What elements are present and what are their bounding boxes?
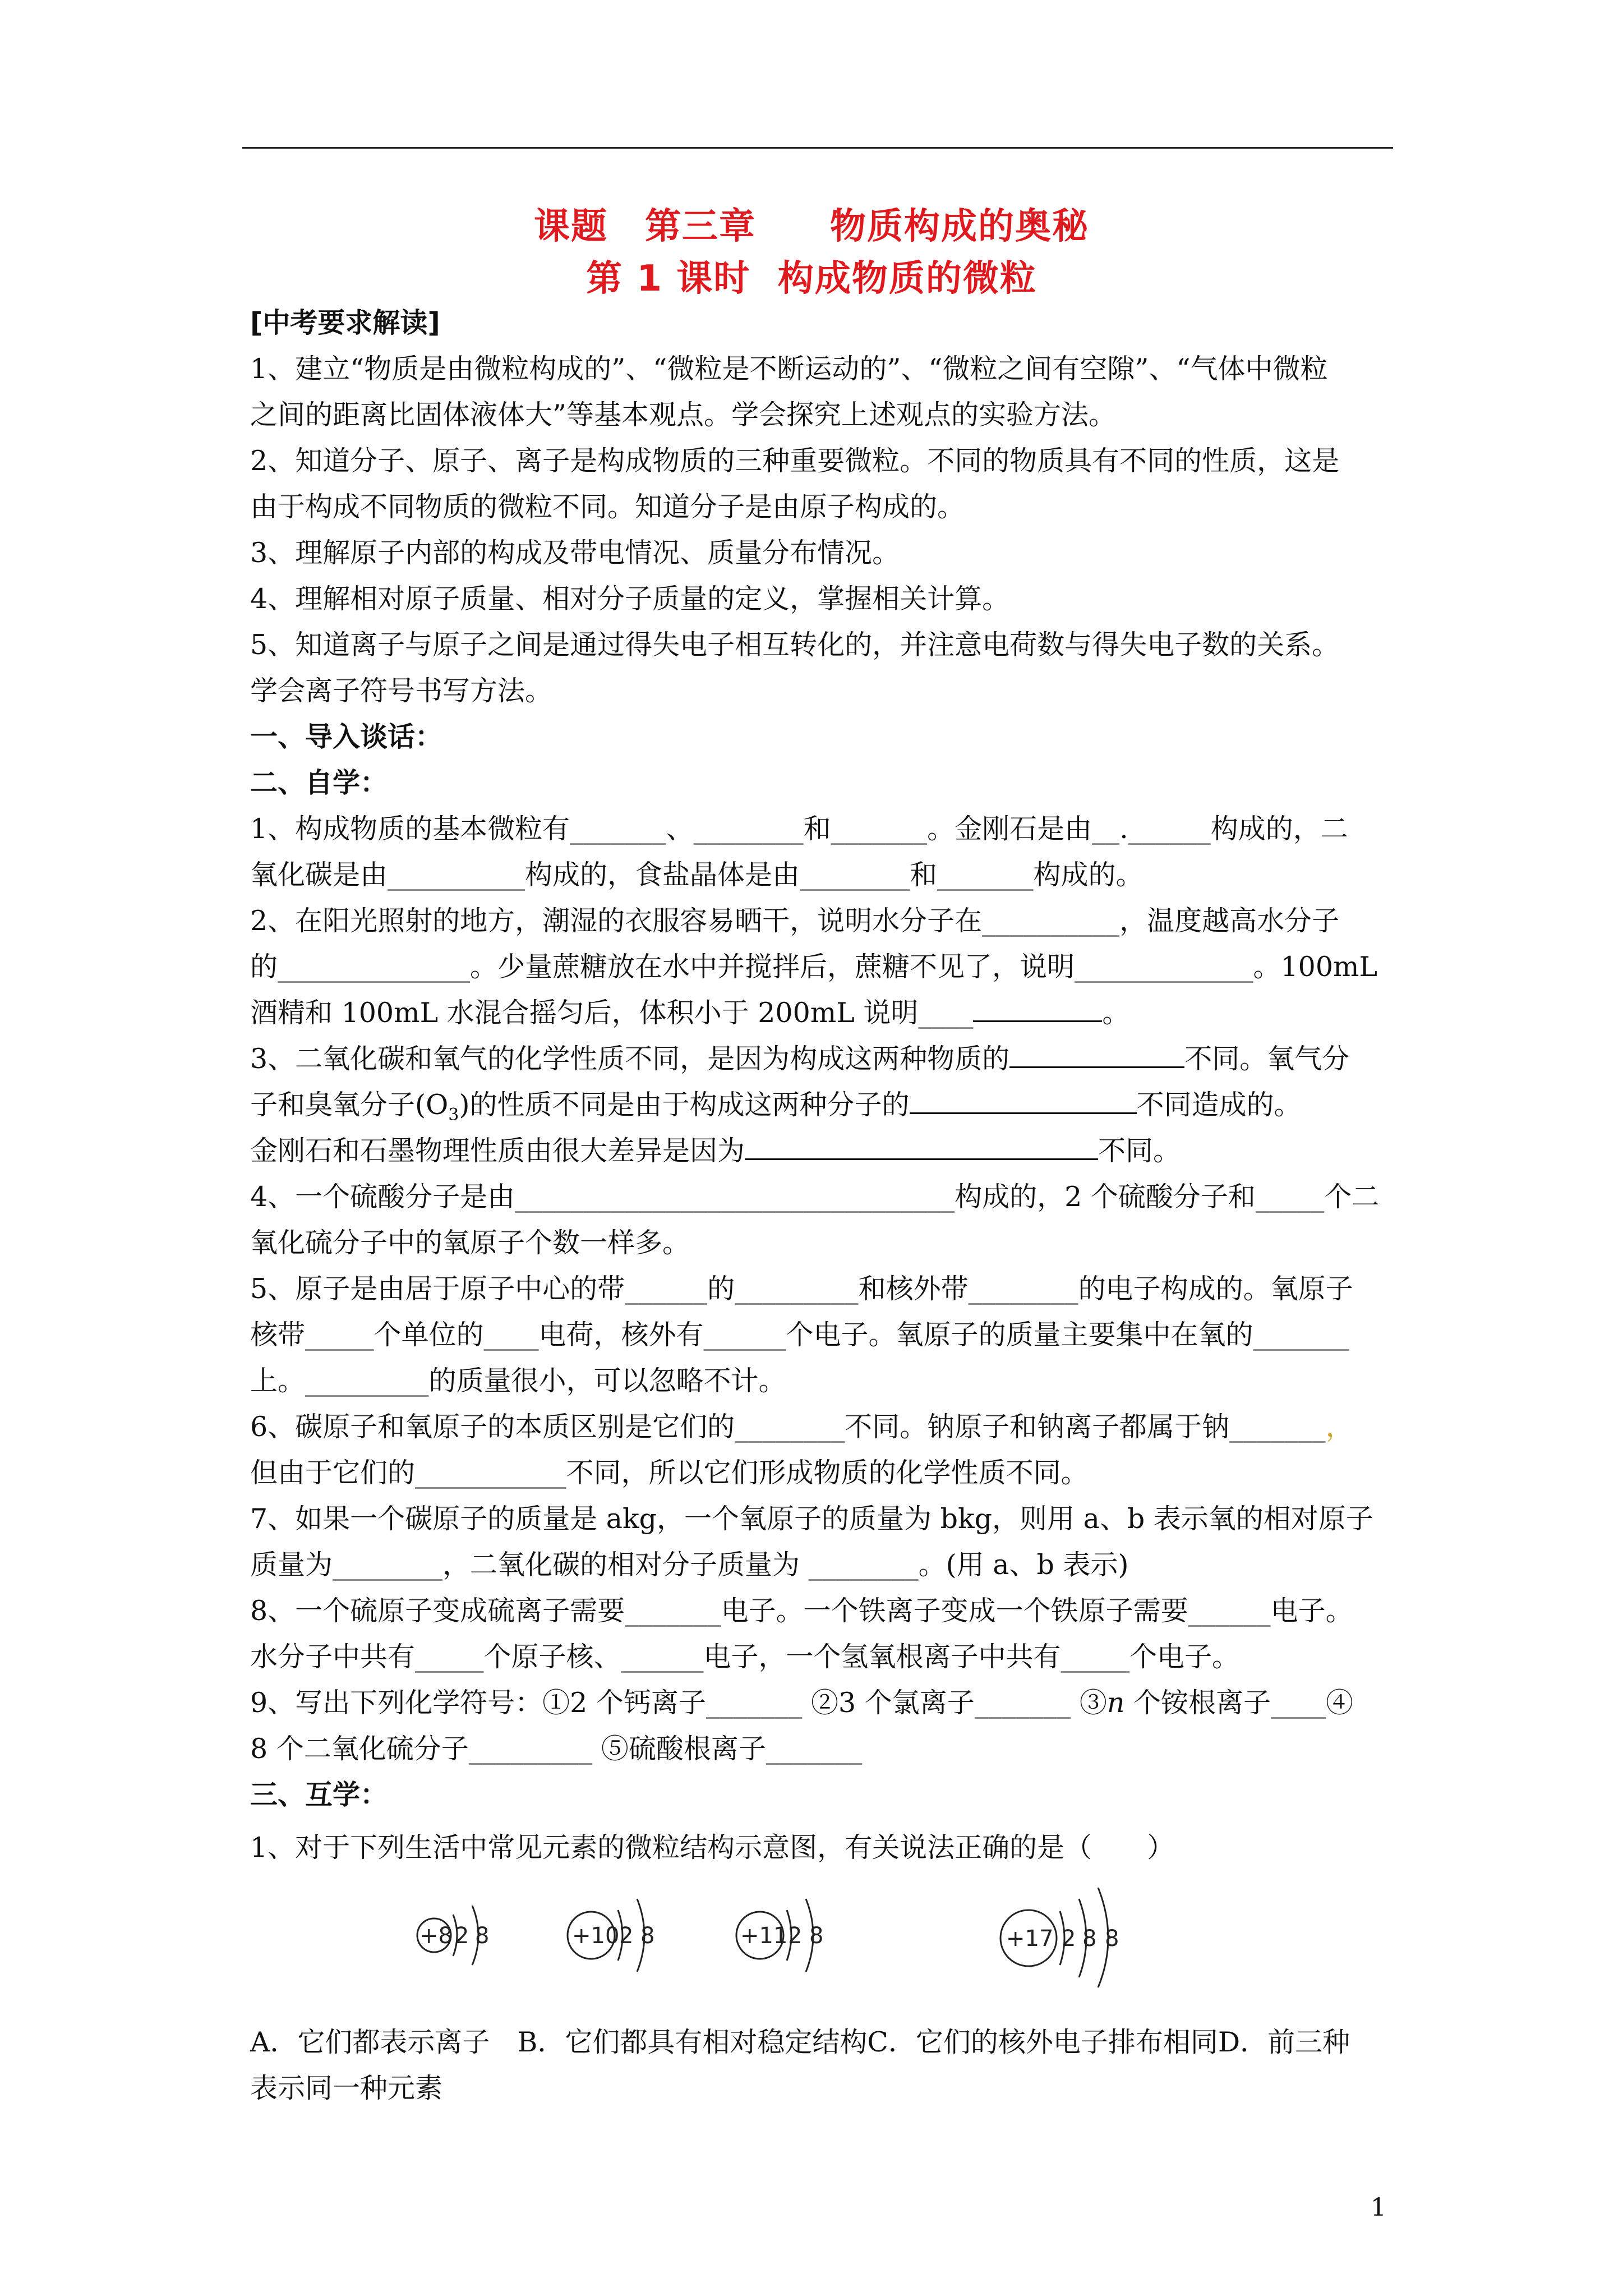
chapter-title: 课题 第三章 物质构成的奥秘 [534,206,1089,247]
shell-electrons: 8 [640,1923,655,1949]
question-line: 8 个二氧化硫分子_________ ⑤硫酸根离子_______ [250,1733,863,1765]
answer-options [250,2019,1394,2111]
punctuation: 。 [1102,997,1130,1029]
question-text: 不同。氧气分 [1184,1043,1350,1075]
requirement-line: 1、建立“物质是由微粒构成的”、“微粒是不断运动的”、“微粒之间有空隙”、“气体中微粒 [250,353,1328,385]
shell-electrons: 2 [1062,1926,1076,1952]
atom-diagram [417,1906,489,1965]
question-line: 1、构成物质的基本微粒有_______、________和_______。金刚石是由__.______构成的，二 [250,813,1348,845]
question-line: 5、原子是由居于原子中心的带______的_________和核外带________的电子构成的。氧原子 [250,1273,1353,1305]
question-text: 6、碳原子和氧原子的本质区别是它们的________不同。钠原子和钠离子都属于钠_______ [250,1411,1326,1443]
question-text: 酒精和 100mL 水混合摇匀后，体积小于 200mL 说明____ [250,997,974,1029]
question-line: 8、一个硫原子变成硫离子需要_______电子。一个铁离子变成一个铁原子需要______电子。 [250,1595,1353,1627]
requirement-line: 之间的距离比固体液体大”等基本观点。学会探究上述观点的实验方法。 [250,399,1117,431]
answer-blank[interactable] [745,1134,1098,1160]
question-line: 水分子中共有_____个原子核、______电子，一个氢氧根离子中共有_____个电子。 [250,1641,1240,1673]
nucleus-label: +8 [419,1923,453,1949]
question-line: 4、一个硫酸分子是由________________________________构成的，2 个硫酸分子和_____个二 [250,1181,1380,1213]
question-text: 9、写出下列化学符号：①2 个钙离子_______ ②3 个氯离子_______ ③ [250,1687,1107,1719]
variable-n: n [1106,1687,1125,1719]
options-line: A．它们都表示离子 B．它们都具有相对稳定结构C．它们的核外电子排布相同D．前三种 [250,2026,1350,2058]
intro-heading: 一、导入谈话： [250,721,443,753]
question-text: 个铵根离子____④ [1124,1687,1353,1719]
question-line [250,1542,1394,1588]
shell-electrons: 8 [1082,1926,1097,1952]
requirement-line: 学会离子符号书写方法。 [250,675,553,707]
lesson-title: 第 1 课时 构成物质的微粒 [586,258,1037,300]
selfstudy-heading: 二、自学： [250,767,388,799]
answer-blank[interactable] [973,996,1102,1022]
atom-diagram [736,1899,823,1972]
answer-blank[interactable] [1009,1042,1184,1068]
requirement-line: 由于构成不同物质的微粒不同。知道分子是由原子构成的。 [250,491,965,523]
shell-electrons: 8 [1105,1926,1119,1952]
options-line: 表示同一种元素 [250,2072,443,2104]
atom-diagram [568,1899,654,1972]
requirements-heading: [中考要求解读] [250,307,440,339]
question-text: 3、二氧化碳和氧气的化学性质不同，是因为构成这两种物质的 [250,1043,1010,1075]
question-text: 。(用 a、b 表示) [918,1549,1129,1581]
shell-electrons: 2 [788,1923,803,1949]
answer-blank[interactable] [910,1088,1137,1114]
question-line [250,1036,1394,1082]
question-text: )的性质不同是由于构成这两种分子的 [459,1089,910,1121]
question-line: 1、对于下列生活中常见元素的微粒结构示意图，有关说法正确的是（ ） [250,1832,1175,1864]
question-text: 不同造成的。 [1136,1089,1302,1121]
nucleus-label: +10 [572,1923,620,1949]
shell-electrons: 2 [455,1923,469,1949]
question-line: 氧化碳是由__________构成的，食盐晶体是由________和_______构成的。 [250,859,1144,891]
question-line [250,1404,1394,1450]
question-line [250,1680,1394,1726]
question-line: 核带_____个单位的____电荷，核外有______个电子。氧原子的质量主要集中在氧的_______ [250,1319,1350,1351]
header-rule [242,147,1393,149]
question-text: 金刚石和石墨物理性质由很大差异是因为 [250,1135,745,1167]
punctuation: ， [1325,1411,1353,1443]
atom-diagram [1000,1888,1119,1987]
question-text: 质量为________，二氧化碳的相对分子质量为 ________ [250,1549,919,1581]
shell-electrons: 8 [809,1923,824,1949]
question-line: 2、在阳光照射的地方，潮湿的衣服容易晒干，说明水分子在__________，温度越高水分子 [250,905,1340,937]
requirement-line: 5、知道离子与原子之间是通过得失电子相互转化的，并注意电荷数与得失电子数的关系。 [250,629,1340,661]
worksheet-body [250,300,1394,1871]
shell-electrons: 8 [475,1923,490,1949]
question-text: 不同。 [1098,1135,1181,1167]
question-line [250,1128,1394,1174]
nucleus-label: +11 [740,1923,788,1949]
question-line: 氧化硫分子中的氧原子个数一样多。 [250,1227,690,1259]
question-line: 的______________。少量蔗糖放在水中并搅拌后，蔗糖不见了，说明_____________。100mL [250,951,1378,983]
nucleus-label: +17 [1006,1926,1054,1952]
question-line: 上。_________的质量很小，可以忽略不计。 [250,1365,786,1397]
requirement-line: 2、知道分子、原子、离子是构成物质的三种重要微粒。不同的物质具有不同的性质，这是 [250,445,1340,477]
question-line: 7、如果一个碳原子的质量是 akg，一个氧原子的质量为 bkg，则用 a、b 表示氧的相对原子 [250,1503,1373,1535]
page-number: 1 [1371,2193,1386,2222]
requirement-line: 3、理解原子内部的构成及带电情况、质量分布情况。 [250,537,900,569]
shell-electrons: 2 [619,1923,634,1949]
question-text: 子和臭氧分子(O [250,1089,449,1121]
requirement-line: 4、理解相对原子质量、相对分子质量的定义，掌握相关计算。 [250,583,1010,615]
question-line [250,990,1394,1036]
question-line: 但由于它们的___________不同，所以它们形成物质的化学性质不同。 [250,1457,1089,1489]
mutual-heading: 三、互学： [250,1779,388,1811]
atomic-structure-diagrams [387,1876,1172,1989]
question-line [250,1082,1394,1128]
subscript: 3 [448,1105,459,1125]
